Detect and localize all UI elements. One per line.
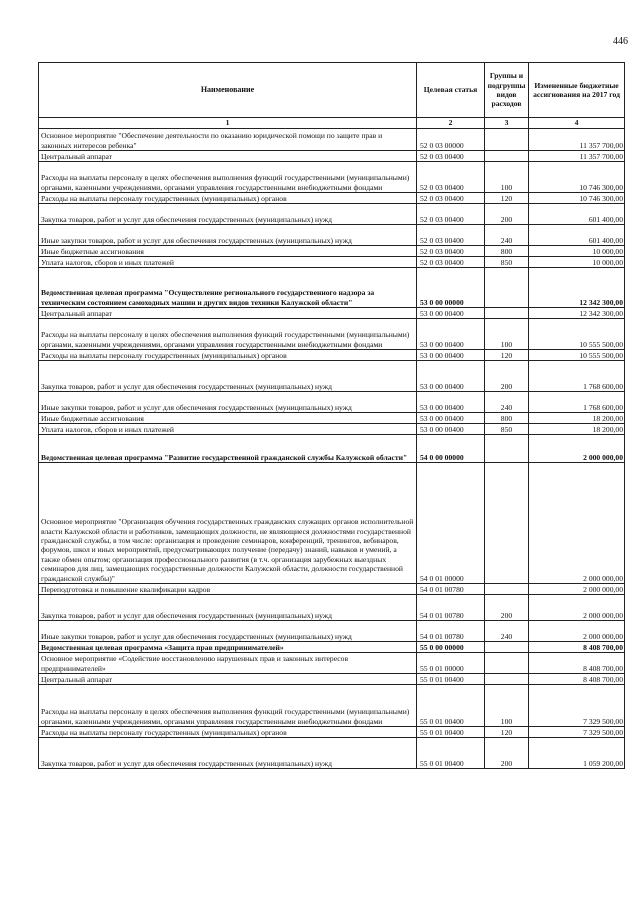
row-group-cell: 100 [485, 162, 529, 193]
row-target-code-cell: 53 0 00 00400 [417, 392, 485, 413]
row-group-cell [485, 129, 529, 151]
row-group-cell [485, 268, 529, 308]
row-group-cell: 200 [485, 738, 529, 769]
row-amount-cell: 10 746 300,00 [529, 162, 625, 193]
table-row [39, 361, 625, 392]
row-amount-cell: 10 555 500,00 [529, 319, 625, 350]
row-name-cell: Закупка товаров, работ и услуг для обеспечения государственных (муниципальных) нужд [39, 738, 417, 769]
page-number: 446 [613, 36, 628, 47]
row-name-cell: Центральный аппарат [39, 151, 417, 162]
row-target-code-cell: 53 0 00 00400 [417, 350, 485, 361]
row-target-code-cell: 52 0 03 00400 [417, 162, 485, 193]
row-group-cell [485, 674, 529, 685]
row-name-cell: Центральный аппарат [39, 674, 417, 685]
table-row [39, 151, 625, 162]
table-row [39, 319, 625, 350]
row-amount-cell: 12 342 300,00 [529, 268, 625, 308]
row-name-cell: Расходы на выплаты персоналу государственных (муниципальных) органов [39, 193, 417, 204]
row-amount-cell: 1 768 600,00 [529, 392, 625, 413]
row-group-cell [485, 151, 529, 162]
row-target-code-cell: 54 0 01 00780 [417, 584, 485, 595]
row-name-cell: Иные бюджетные ассигнования [39, 246, 417, 257]
table-header-row [39, 63, 625, 118]
row-group-cell [485, 642, 529, 653]
row-name-cell: Основное мероприятие «Содействие восстановлению нарушенных прав и законных интересов предпринимателей» [39, 653, 417, 674]
row-target-code-cell: 54 0 01 00780 [417, 595, 485, 621]
row-target-code-cell: 53 0 00 00400 [417, 413, 485, 424]
table-row [39, 674, 625, 685]
row-target-code-cell: 52 0 03 00400 [417, 151, 485, 162]
row-group-cell [485, 584, 529, 595]
table-body [39, 129, 625, 769]
row-group-cell: 100 [485, 685, 529, 727]
table-row [39, 642, 625, 653]
table-row [39, 204, 625, 225]
row-group-cell [485, 463, 529, 584]
table-row [39, 584, 625, 595]
row-group-cell: 800 [485, 246, 529, 257]
row-group-cell [485, 308, 529, 319]
table-row [39, 392, 625, 413]
row-target-code-cell: 52 0 03 00400 [417, 193, 485, 204]
row-name-cell: Расходы на выплаты персоналу в целях обеспечения выполнения функций государственными (муниципальными) органами, казенными учреждениями, органами управления государственными внебюджетными фондами [39, 319, 417, 350]
row-amount-cell: 11 357 700,00 [529, 129, 625, 151]
row-amount-cell: 18 200,00 [529, 413, 625, 424]
row-name-cell: Ведомственная целевая программа "Осуществление регионального государственного надзора за техническим состоянием самоходных машин и других видов техники Калужской области" [39, 268, 417, 308]
row-name-cell: Основное мероприятие "Организация обучения государственных гражданских служащих органов исполнительной власти Калужской области и работников, замещающих должности, не являющиеся должностями государственной гражданской службы, в том числе: организация и проведение семинаров, конференций, тренингов, вебинаров, форумов, школ и иных мероприятий, предусматривающих получение (передачу) знаний, навыков и умений, а также обмен опытом; организация профессионального развития (в т.ч. организация зарубежных выездных семинаров для лиц, замещающих государственные должности Калужской области, должности государственной гражданской службы)" [39, 463, 417, 584]
column-number: 3 [485, 118, 529, 129]
row-group-cell: 850 [485, 424, 529, 435]
row-name-cell: Основное мероприятие "Обеспечение деятельности по оказанию юридической помощи по защите прав и законных интересов ребенка" [39, 129, 417, 151]
row-target-code-cell: 55 0 01 00400 [417, 727, 485, 738]
column-number: 4 [529, 118, 625, 129]
column-number: 1 [39, 118, 417, 129]
row-group-cell [485, 435, 529, 463]
row-amount-cell: 2 000 000,00 [529, 463, 625, 584]
row-target-code-cell: 53 0 00 00000 [417, 268, 485, 308]
row-name-cell: Закупка товаров, работ и услуг для обеспечения государственных (муниципальных) нужд [39, 595, 417, 621]
row-group-cell [485, 653, 529, 674]
row-amount-cell: 18 200,00 [529, 424, 625, 435]
budget-table-container [38, 62, 624, 769]
header-group: Группы и подгруппы видов расходов [485, 63, 529, 118]
table-row [39, 727, 625, 738]
row-target-code-cell: 52 0 03 00000 [417, 129, 485, 151]
table-row [39, 162, 625, 193]
table-row [39, 685, 625, 727]
row-group-cell: 120 [485, 193, 529, 204]
table-row [39, 435, 625, 463]
table-row [39, 193, 625, 204]
row-group-cell: 240 [485, 225, 529, 246]
row-amount-cell: 8 408 700,00 [529, 653, 625, 674]
row-amount-cell: 7 329 500,00 [529, 727, 625, 738]
row-name-cell: Иные закупки товаров, работ и услуг для обеспечения государственных (муниципальных) нужд [39, 392, 417, 413]
table-row [39, 653, 625, 674]
table-row [39, 246, 625, 257]
header-amount: Измененные бюджетные ассигнования на 2017 год [529, 63, 625, 118]
row-amount-cell: 10 746 300,00 [529, 193, 625, 204]
row-group-cell: 240 [485, 392, 529, 413]
row-group-cell: 200 [485, 361, 529, 392]
row-group-cell: 240 [485, 621, 529, 642]
row-amount-cell: 7 329 500,00 [529, 685, 625, 727]
row-group-cell: 120 [485, 727, 529, 738]
row-target-code-cell: 53 0 00 00400 [417, 361, 485, 392]
row-target-code-cell: 55 0 01 00000 [417, 653, 485, 674]
row-amount-cell: 10 000,00 [529, 257, 625, 268]
row-target-code-cell: 52 0 03 00400 [417, 204, 485, 225]
row-target-code-cell: 55 0 00 00000 [417, 642, 485, 653]
row-amount-cell: 601 400,00 [529, 225, 625, 246]
table-row [39, 257, 625, 268]
table-row [39, 268, 625, 308]
row-name-cell: Расходы на выплаты персоналу государственных (муниципальных) органов [39, 727, 417, 738]
row-target-code-cell: 52 0 03 00400 [417, 246, 485, 257]
column-number-row [39, 118, 625, 129]
row-amount-cell: 10 555 500,00 [529, 350, 625, 361]
row-name-cell: Расходы на выплаты персоналу в целях обеспечения выполнения функций государственными (муниципальными) органами, казенными учреждениями, органами управления государственными внебюджетными фондами [39, 162, 417, 193]
row-name-cell: Закупка товаров, работ и услуг для обеспечения государственных (муниципальных) нужд [39, 204, 417, 225]
row-amount-cell: 12 342 300,00 [529, 308, 625, 319]
row-target-code-cell: 52 0 03 00400 [417, 225, 485, 246]
row-amount-cell: 11 357 700,00 [529, 151, 625, 162]
row-name-cell: Переподготовка и повышение квалификации кадров [39, 584, 417, 595]
row-amount-cell: 8 408 700,00 [529, 642, 625, 653]
row-target-code-cell: 55 0 01 00400 [417, 674, 485, 685]
table-row [39, 424, 625, 435]
column-number: 2 [417, 118, 485, 129]
table-row [39, 129, 625, 151]
row-target-code-cell: 55 0 01 00400 [417, 685, 485, 727]
table-row [39, 621, 625, 642]
header-target: Целевая статья [417, 63, 485, 118]
row-group-cell: 120 [485, 350, 529, 361]
table-row [39, 225, 625, 246]
row-name-cell: Иные закупки товаров, работ и услуг для обеспечения государственных (муниципальных) нужд [39, 225, 417, 246]
row-group-cell: 850 [485, 257, 529, 268]
row-name-cell: Уплата налогов, сборов и иных платежей [39, 424, 417, 435]
row-name-cell: Ведомственная целевая программа "Развитие государственной гражданской службы Калужской области" [39, 435, 417, 463]
row-group-cell: 800 [485, 413, 529, 424]
row-name-cell: Иные закупки товаров, работ и услуг для обеспечения государственных (муниципальных) нужд [39, 621, 417, 642]
row-amount-cell: 8 408 700,00 [529, 674, 625, 685]
row-amount-cell: 601 400,00 [529, 204, 625, 225]
table-row [39, 595, 625, 621]
row-name-cell: Центральный аппарат [39, 308, 417, 319]
row-target-code-cell: 54 0 01 00780 [417, 621, 485, 642]
row-group-cell: 200 [485, 204, 529, 225]
row-amount-cell: 2 000 000,00 [529, 584, 625, 595]
row-target-code-cell: 53 0 00 00400 [417, 424, 485, 435]
row-name-cell: Уплата налогов, сборов и иных платежей [39, 257, 417, 268]
header-name: Наименование [39, 63, 417, 118]
table-row [39, 413, 625, 424]
table-row [39, 308, 625, 319]
row-name-cell: Расходы на выплаты персоналу в целях обеспечения выполнения функций государственными (муниципальными) органами, казенными учреждениями, органами управления государственными внебюджетными фондами [39, 685, 417, 727]
row-amount-cell: 10 000,00 [529, 246, 625, 257]
row-group-cell: 200 [485, 595, 529, 621]
row-target-code-cell: 54 0 01 00000 [417, 463, 485, 584]
row-group-cell: 100 [485, 319, 529, 350]
row-target-code-cell: 53 0 00 00400 [417, 319, 485, 350]
row-name-cell: Иные бюджетные ассигнования [39, 413, 417, 424]
row-amount-cell: 1 059 200,00 [529, 738, 625, 769]
row-amount-cell: 2 000 000,00 [529, 621, 625, 642]
table-row [39, 463, 625, 584]
table-row [39, 738, 625, 769]
row-target-code-cell: 53 0 00 00400 [417, 308, 485, 319]
table-row [39, 350, 625, 361]
row-name-cell: Закупка товаров, работ и услуг для обеспечения государственных (муниципальных) нужд [39, 361, 417, 392]
row-name-cell: Ведомственная целевая программа «Защита прав предпринимателей» [39, 642, 417, 653]
row-target-code-cell: 55 0 01 00400 [417, 738, 485, 769]
row-target-code-cell: 54 0 00 00000 [417, 435, 485, 463]
row-target-code-cell: 52 0 03 00400 [417, 257, 485, 268]
row-amount-cell: 1 768 600,00 [529, 361, 625, 392]
row-name-cell: Расходы на выплаты персоналу государственных (муниципальных) органов [39, 350, 417, 361]
row-amount-cell: 2 000 000,00 [529, 435, 625, 463]
budget-table [38, 62, 625, 769]
row-amount-cell: 2 000 000,00 [529, 595, 625, 621]
